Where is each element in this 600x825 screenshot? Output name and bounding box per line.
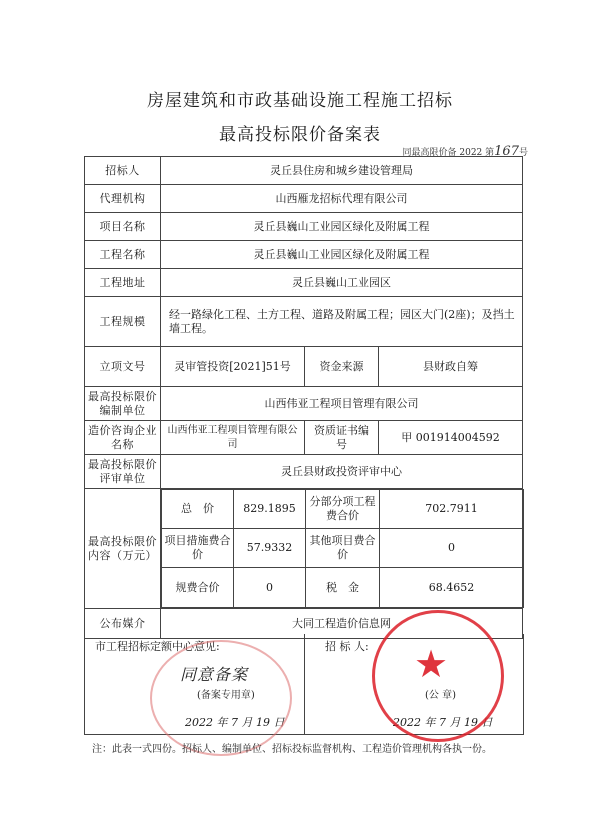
label-tax: 税 金	[306, 568, 380, 608]
price-grid-cell	[161, 489, 523, 609]
tenderer-sign-label: 招 标 人:	[325, 640, 369, 653]
signoff-divider	[304, 634, 305, 734]
label-media: 公布媒介	[85, 609, 161, 639]
value-total: 829.1895	[234, 490, 306, 529]
value-fee: 0	[234, 568, 306, 608]
label-tenderer: 招标人	[85, 157, 161, 185]
document-title-line1: 房屋建筑和市政基础设施工程施工招标	[147, 91, 453, 111]
row-scale	[85, 297, 523, 347]
record-table	[84, 156, 523, 639]
value-agency: 山西雁龙招标代理有限公司	[161, 185, 523, 213]
label-review: 最高投标限价评审单位	[85, 455, 161, 489]
label-compiler: 最高投标限价编制单位	[85, 387, 161, 421]
label-fee: 规费合价	[162, 568, 234, 608]
document-title-line2: 最高投标限价备案表	[219, 125, 381, 145]
label-approval: 立项文号	[85, 347, 161, 387]
label-sub-cost: 分部分项工程费合价	[306, 490, 380, 529]
value-scale: 经一路绿化工程、土方工程、道路及附属工程；园区大门(2座)；及挡土墙工程。	[161, 297, 523, 347]
value-sub-cost: 702.7911	[380, 490, 524, 529]
date-right: 2022 年 7 月 19 日	[393, 716, 493, 729]
label-scale: 工程规模	[85, 297, 161, 347]
label-measure-cost: 项目措施费合 价	[162, 529, 234, 568]
doc-number-handwritten: 167	[494, 144, 519, 159]
stamp-note: (备案专用章)	[197, 690, 255, 701]
date-left: 2022 年 7 月 19 日	[185, 716, 285, 729]
row-tenderer	[85, 157, 523, 185]
value-measure-cost: 57.9332	[234, 529, 306, 568]
label-fund-source: 资金来源	[305, 347, 379, 387]
doc-number-prefix: 同最高限价备 2022 第	[402, 148, 495, 158]
value-consult: 山西伟亚工程项目管理有限公司	[161, 421, 305, 455]
label-engineering: 工程名称	[85, 241, 161, 269]
row-agency	[85, 185, 523, 213]
faint-filing-seal	[150, 640, 292, 756]
label-agency: 代理机构	[85, 185, 161, 213]
official-seal-note: (公 章)	[425, 690, 456, 701]
handwritten-approval: 同意备案	[180, 665, 249, 684]
value-tax: 68.4652	[380, 568, 524, 608]
value-review: 灵丘县财政投资评审中心	[161, 455, 523, 489]
value-address: 灵丘县巍山工业园区	[161, 269, 523, 297]
row-price	[85, 489, 523, 609]
price-grid	[161, 489, 524, 608]
row-project	[85, 213, 523, 241]
row-review	[85, 455, 523, 489]
value-engineering: 灵丘县巍山工业园区绿化及附属工程	[161, 241, 523, 269]
value-approval: 灵审管投资[2021]51号	[161, 347, 305, 387]
label-cert: 资质证书编 号	[305, 421, 379, 455]
label-address: 工程地址	[85, 269, 161, 297]
value-fund-source: 县财政自筹	[379, 347, 523, 387]
value-project: 灵丘县巍山工业园区绿化及附属工程	[161, 213, 523, 241]
row-consult	[85, 421, 523, 455]
row-approval	[85, 347, 523, 387]
value-media: 大同工程造价信息网	[161, 609, 523, 639]
label-total: 总 价	[162, 490, 234, 529]
row-address	[85, 269, 523, 297]
opinion-label: 市工程招标定额中心意见:	[95, 640, 220, 653]
value-other-cost: 0	[380, 529, 524, 568]
value-tenderer: 灵丘县住房和城乡建设管理局	[161, 157, 523, 185]
doc-number-suffix: 号	[518, 148, 528, 158]
value-cert: 甲 001914004592	[379, 421, 523, 455]
label-consult: 造价咨询企业名称	[85, 421, 161, 455]
value-compiler: 山西伟亚工程项目管理有限公司	[161, 387, 523, 421]
label-project: 项目名称	[85, 213, 161, 241]
label-price: 最高投标限价内容（万元）	[85, 489, 161, 609]
row-engineering	[85, 241, 523, 269]
row-compiler	[85, 387, 523, 421]
seal-star-icon: ★	[414, 642, 449, 686]
label-other-cost: 其他项目费合价	[306, 529, 380, 568]
footnote: 注：此表一式四份。招标人、编制单位、招标投标监督机构、工程造价管理机构各执一份。	[92, 744, 492, 755]
